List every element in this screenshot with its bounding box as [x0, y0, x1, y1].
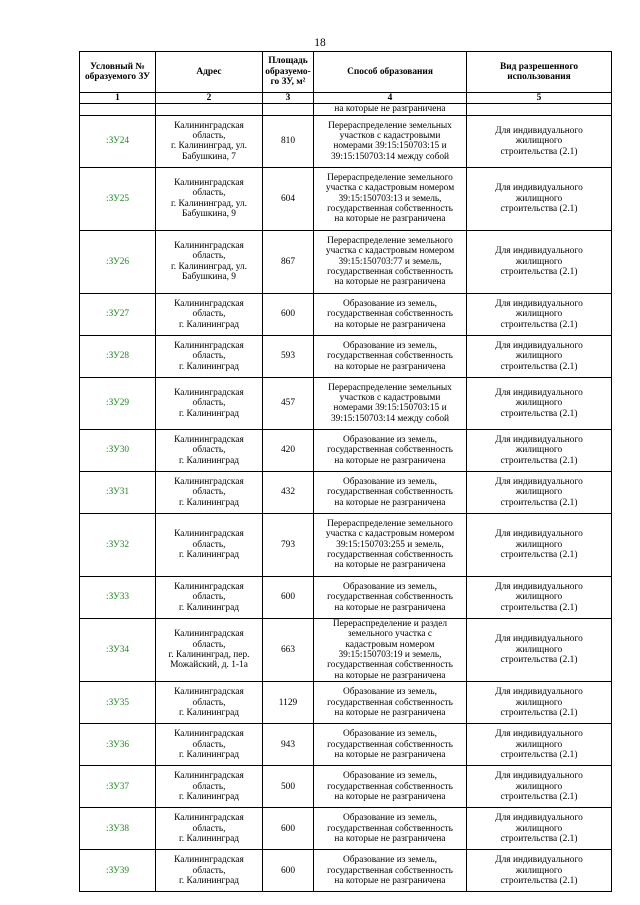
address-cell: Калининградская область, г. Калининград: [156, 429, 263, 471]
plot-number-cell: :ЗУ36: [80, 724, 156, 766]
address-cell: Калининградская область, г. Калининград, ул. Бабушкина, 9: [156, 230, 263, 293]
plot-number-cell: :ЗУ38: [80, 808, 156, 850]
area-cell: 663: [263, 618, 314, 681]
plot-number-cell: :ЗУ39: [80, 850, 156, 892]
table-row: [80, 377, 612, 429]
plot-number-cell: :ЗУ33: [80, 576, 156, 618]
formation-method-cell: Образование из земель, государственная собственность на которые не разграничена: [314, 471, 467, 513]
header-area: Площадь образуемо-го ЗУ, м²: [263, 52, 314, 93]
area-cell: 500: [263, 766, 314, 808]
table-row: [80, 850, 612, 892]
header-formation-method: Способ образования: [314, 52, 467, 93]
area-cell: 600: [263, 576, 314, 618]
plot-number-cell: :ЗУ26: [80, 230, 156, 293]
area-cell: 604: [263, 167, 314, 230]
address-cell: Калининградская область, г. Калининград: [156, 682, 263, 724]
formation-method-cell: Образование из земель, государственная собственность на которые не разграничена: [314, 850, 467, 892]
address-cell: Калининградская область, г. Калининград: [156, 576, 263, 618]
area-cell: 600: [263, 293, 314, 335]
permitted-use-cell: Для индивидуального жилищного строительства (2.1): [467, 618, 612, 681]
area-cell: 867: [263, 230, 314, 293]
table-row: [80, 335, 612, 377]
area-cell: 593: [263, 335, 314, 377]
formation-method-cell: Образование из земель, государственная собственность на которые не разграничена: [314, 682, 467, 724]
table-header-row: [80, 52, 612, 93]
address-cell: Калининградская область, г. Калининград, ул. Бабушкина, 9: [156, 167, 263, 230]
header-plot-number: Условный № образуемого ЗУ: [80, 52, 156, 93]
plot-number-cell: :ЗУ37: [80, 766, 156, 808]
plot-number-cell: :ЗУ27: [80, 293, 156, 335]
table-row: [80, 471, 612, 513]
formation-method-cell: Перераспределение земельного участка с кадастровым номером 39:15:150703:13 и земель, государственная собственность на которые не разграничена: [314, 167, 467, 230]
area-cell: 420: [263, 429, 314, 471]
permitted-use-cell: Для индивидуального жилищного строительства (2.1): [467, 429, 612, 471]
formation-method-cell: Образование из земель, государственная собственность на которые не разграничена: [314, 808, 467, 850]
permitted-use-cell: Для индивидуального жилищного строительства (2.1): [467, 850, 612, 892]
permitted-use-cell: Для индивидуального жилищного строительства (2.1): [467, 377, 612, 429]
permitted-use-cell: Для индивидуального жилищного строительства (2.1): [467, 230, 612, 293]
address-cell: Калининградская область, г. Калининград: [156, 724, 263, 766]
address-cell: Калининградская область, г. Калининград: [156, 377, 263, 429]
table-row: [80, 293, 612, 335]
column-number: 1: [80, 93, 156, 104]
address-cell: Калининградская область, г. Калининград, пер. Можайский, д. 1-1а: [156, 618, 263, 681]
header-address: Адрес: [156, 52, 263, 93]
column-numbers-row: [80, 93, 612, 104]
address-cell: Калининградская область, г. Калининград: [156, 335, 263, 377]
address-cell: Калининградская область, г. Калининград: [156, 850, 263, 892]
permitted-use-cell: Для индивидуального жилищного строительства (2.1): [467, 682, 612, 724]
area-cell: 943: [263, 724, 314, 766]
column-number: 4: [314, 93, 467, 104]
area-cell: 432: [263, 471, 314, 513]
permitted-use-cell: Для индивидуального жилищного строительства (2.1): [467, 167, 612, 230]
table-row: [80, 230, 612, 293]
table-row: [80, 618, 612, 681]
permitted-use-cell: Для индивидуального жилищного строительства (2.1): [467, 513, 612, 576]
table-row: [80, 724, 612, 766]
land-plots-table: [79, 51, 612, 892]
column-number: 2: [156, 93, 263, 104]
address-cell: Калининградская область, г. Калининград: [156, 513, 263, 576]
area-cell: 457: [263, 377, 314, 429]
area-cell: 793: [263, 513, 314, 576]
permitted-use-cell: Для индивидуального жилищного строительства (2.1): [467, 471, 612, 513]
formation-method-cell: Перераспределение земельных участков с кадастровыми номерами 39:15:150703:15 и 39:15:150703:14 между собой: [314, 115, 467, 167]
plot-number-cell: :ЗУ29: [80, 377, 156, 429]
permitted-use-cell: Для индивидуального жилищного строительства (2.1): [467, 576, 612, 618]
formation-method-cell: Образование из земель, государственная собственность на которые не разграничена: [314, 335, 467, 377]
table-row: [80, 513, 612, 576]
plot-number-cell: :ЗУ28: [80, 335, 156, 377]
formation-method-cell: Перераспределение земельных участков с кадастровыми номерами 39:15:150703:15 и 39:15:150703:14 между собой: [314, 377, 467, 429]
table-row: [80, 167, 612, 230]
plot-number-cell: :ЗУ25: [80, 167, 156, 230]
address-cell: Калининградская область, г. Калининград: [156, 293, 263, 335]
formation-method-cell: Образование из земель, государственная собственность на которые не разграничена: [314, 293, 467, 335]
formation-method-cell: Образование из земель, государственная собственность на которые не разграничена: [314, 766, 467, 808]
area-cell: 810: [263, 115, 314, 167]
table-row: [80, 576, 612, 618]
formation-method-cell: Образование из земель, государственная собственность на которые не разграничена: [314, 429, 467, 471]
area-cell: 600: [263, 808, 314, 850]
formation-method-cell: Перераспределение земельного участка с кадастровым номером 39:15:150703:255 и земель, государственная собственность на которые не разграничена: [314, 513, 467, 576]
plot-number-cell: :ЗУ24: [80, 115, 156, 167]
formation-method-cell: Перераспределение и раздел земельного участка с кадастровым номером 39:15:150703:19 и земель, государственная собственность на которые не разграничена: [314, 618, 467, 681]
table-row: [80, 766, 612, 808]
plot-number-cell: :ЗУ34: [80, 618, 156, 681]
continuation-text: на которые не разграничена: [314, 104, 467, 115]
permitted-use-cell: Для индивидуального жилищного строительства (2.1): [467, 724, 612, 766]
plot-number-cell: :ЗУ35: [80, 682, 156, 724]
page-number: 18: [314, 37, 326, 49]
address-cell: Калининградская область, г. Калининград: [156, 766, 263, 808]
permitted-use-cell: Для индивидуального жилищного строительства (2.1): [467, 115, 612, 167]
table-row: [80, 682, 612, 724]
permitted-use-cell: Для индивидуального жилищного строительства (2.1): [467, 293, 612, 335]
address-cell: Калининградская область, г. Калининград: [156, 471, 263, 513]
plot-number-cell: :ЗУ30: [80, 429, 156, 471]
formation-method-cell: Образование из земель, государственная собственность на которые не разграничена: [314, 724, 467, 766]
area-cell: 600: [263, 850, 314, 892]
permitted-use-cell: Для индивидуального жилищного строительства (2.1): [467, 335, 612, 377]
column-number: 5: [467, 93, 612, 104]
formation-method-cell: Образование из земель, государственная собственность на которые не разграничена: [314, 576, 467, 618]
permitted-use-cell: Для индивидуального жилищного строительства (2.1): [467, 808, 612, 850]
address-cell: Калининградская область, г. Калининград: [156, 808, 263, 850]
formation-method-cell: Перераспределение земельного участка с кадастровым номером 39:15:150703:77 и земель, государственная собственность на которые не разграничена: [314, 230, 467, 293]
plot-number-cell: :ЗУ32: [80, 513, 156, 576]
table-row: [80, 429, 612, 471]
address-cell: Калининградская область, г. Калининград, ул. Бабушкина, 7: [156, 115, 263, 167]
permitted-use-cell: Для индивидуального жилищного строительства (2.1): [467, 766, 612, 808]
table-row: [80, 115, 612, 167]
plot-number-cell: :ЗУ31: [80, 471, 156, 513]
column-number: 3: [263, 93, 314, 104]
continuation-row: [80, 104, 612, 115]
table-row: [80, 808, 612, 850]
header-permitted-use: Вид разрешенного использования: [467, 52, 612, 93]
area-cell: 1129: [263, 682, 314, 724]
